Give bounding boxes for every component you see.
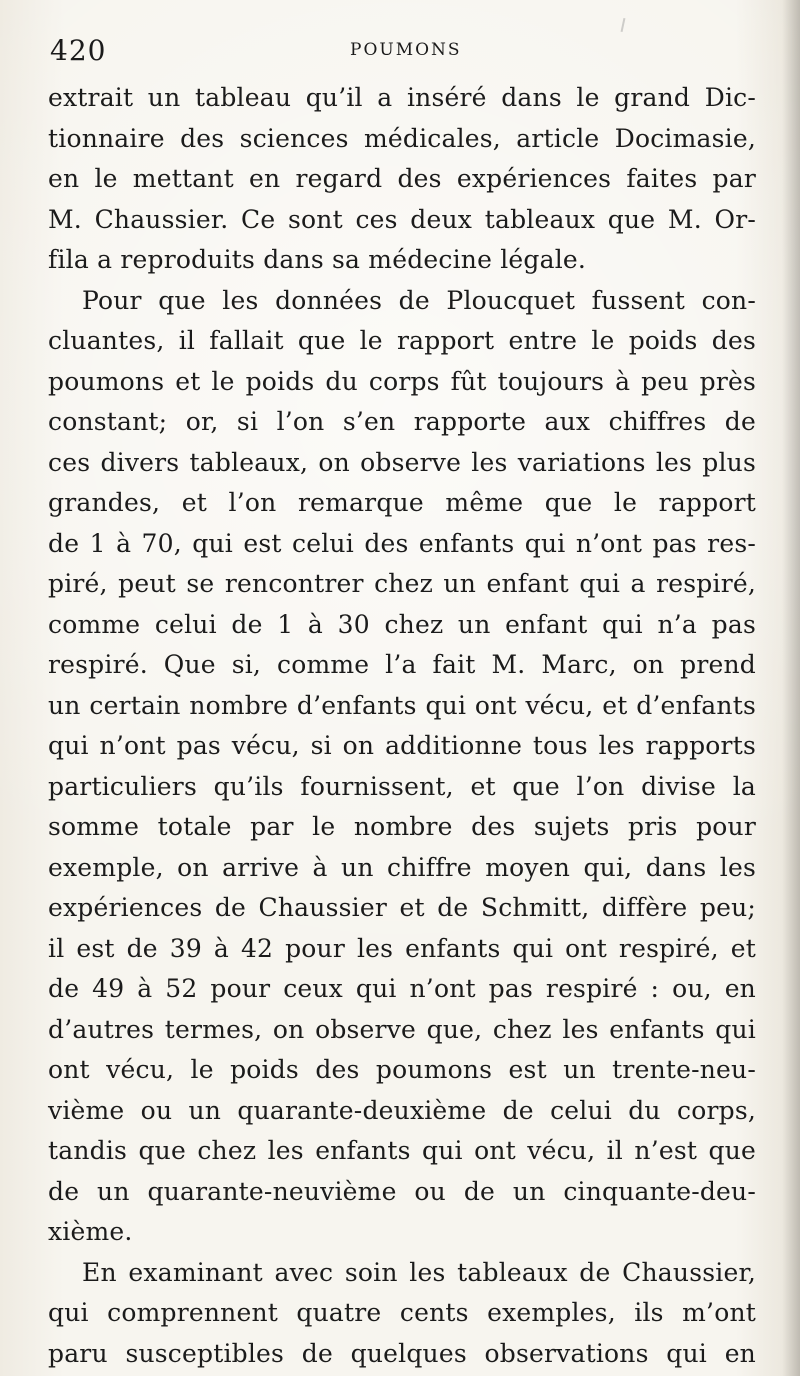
text-line-22: il est de 39 à 42 pour les enfants qui ont respiré, et <box>48 933 756 963</box>
text-line-32: paru susceptibles de quelques observations qui en <box>48 1338 756 1368</box>
text-line-21: expériences de Chaussier et de Schmitt, diffère peu; <box>48 893 756 922</box>
running-title: POUMONS <box>350 40 462 60</box>
text-line-11: grandes, et l’on remarque même que le rapport <box>48 488 756 517</box>
page-number: 420 <box>50 34 107 67</box>
text-line-9: constant; or, si l’on s’en rapporte aux chiffres de <box>48 407 756 436</box>
text-line-17: qui n’ont pas vécu, si on additionne tous les rapports <box>48 731 756 760</box>
text-line-28: de un quarante-neuvième ou de un cinquante-deu- <box>48 1176 756 1206</box>
page-edge-shadow <box>782 0 800 1376</box>
text-line-6: Pour que les données de Ploucquet fussent con- <box>82 285 756 315</box>
text-line-12: de 1 à 70, qui est celui des enfants qui n’ont pas res- <box>48 528 756 558</box>
text-line-20: exemple, on arrive à un chiffre moyen qui, dans les <box>48 852 756 882</box>
text-line-13: piré, peut se rencontrer chez un enfant qui a respiré, <box>48 569 756 598</box>
text-line-2: tionnaire des sciences médicales, article Docimasie, <box>48 123 756 153</box>
text-line-14: comme celui de 1 à 30 chez un enfant qui n’a pas <box>48 609 756 639</box>
text-line-31: qui comprennent quatre cents exemples, ils m’ont <box>48 1298 756 1327</box>
text-line-5: fila a reproduits dans sa médecine légale. <box>48 245 587 274</box>
text-line-7: cluantes, il fallait que le rapport entre le poids des <box>48 326 756 355</box>
text-line-23: de 49 à 52 pour ceux qui n’ont pas respiré : ou, en <box>48 974 756 1003</box>
text-line-10: ces divers tableaux, on observe les variations les plus <box>48 447 756 477</box>
text-line-27: tandis que chez les enfants qui ont vécu, il n’est que <box>48 1136 756 1165</box>
text-line-26: vième ou un quarante-deuxième de celui du corps, <box>48 1095 756 1125</box>
page-text <box>48 78 756 1374</box>
text-line-25: ont vécu, le poids des poumons est un trente-neu- <box>48 1055 756 1084</box>
text-line-8: poumons et le poids du corps fût toujours à peu près <box>48 366 756 396</box>
running-head <box>50 30 750 74</box>
text-line-3: en le mettant en regard des expériences faites par <box>48 164 756 193</box>
text-line-4: M. Chaussier. Ce sont ces deux tableaux que M. Or- <box>48 204 756 234</box>
text-line-18: particuliers qu’ils fournissent, et que l’on divise la <box>48 771 756 801</box>
text-line-29: xième. <box>48 1217 133 1246</box>
text-line-24: d’autres termes, on observe que, chez les enfants qui <box>48 1014 756 1044</box>
text-line-1: extrait un tableau qu’il a inséré dans le grand Dic- <box>48 83 756 112</box>
text-line-15: respiré. Que si, comme l’a fait M. Marc, on prend <box>48 650 756 679</box>
text-line-19: somme totale par le nombre des sujets pris pour <box>48 812 756 841</box>
text-line-30: En examinant avec soin les tableaux de Chaussier, <box>82 1257 756 1287</box>
text-line-16: un certain nombre d’enfants qui ont vécu, et d’enfants <box>48 690 756 720</box>
